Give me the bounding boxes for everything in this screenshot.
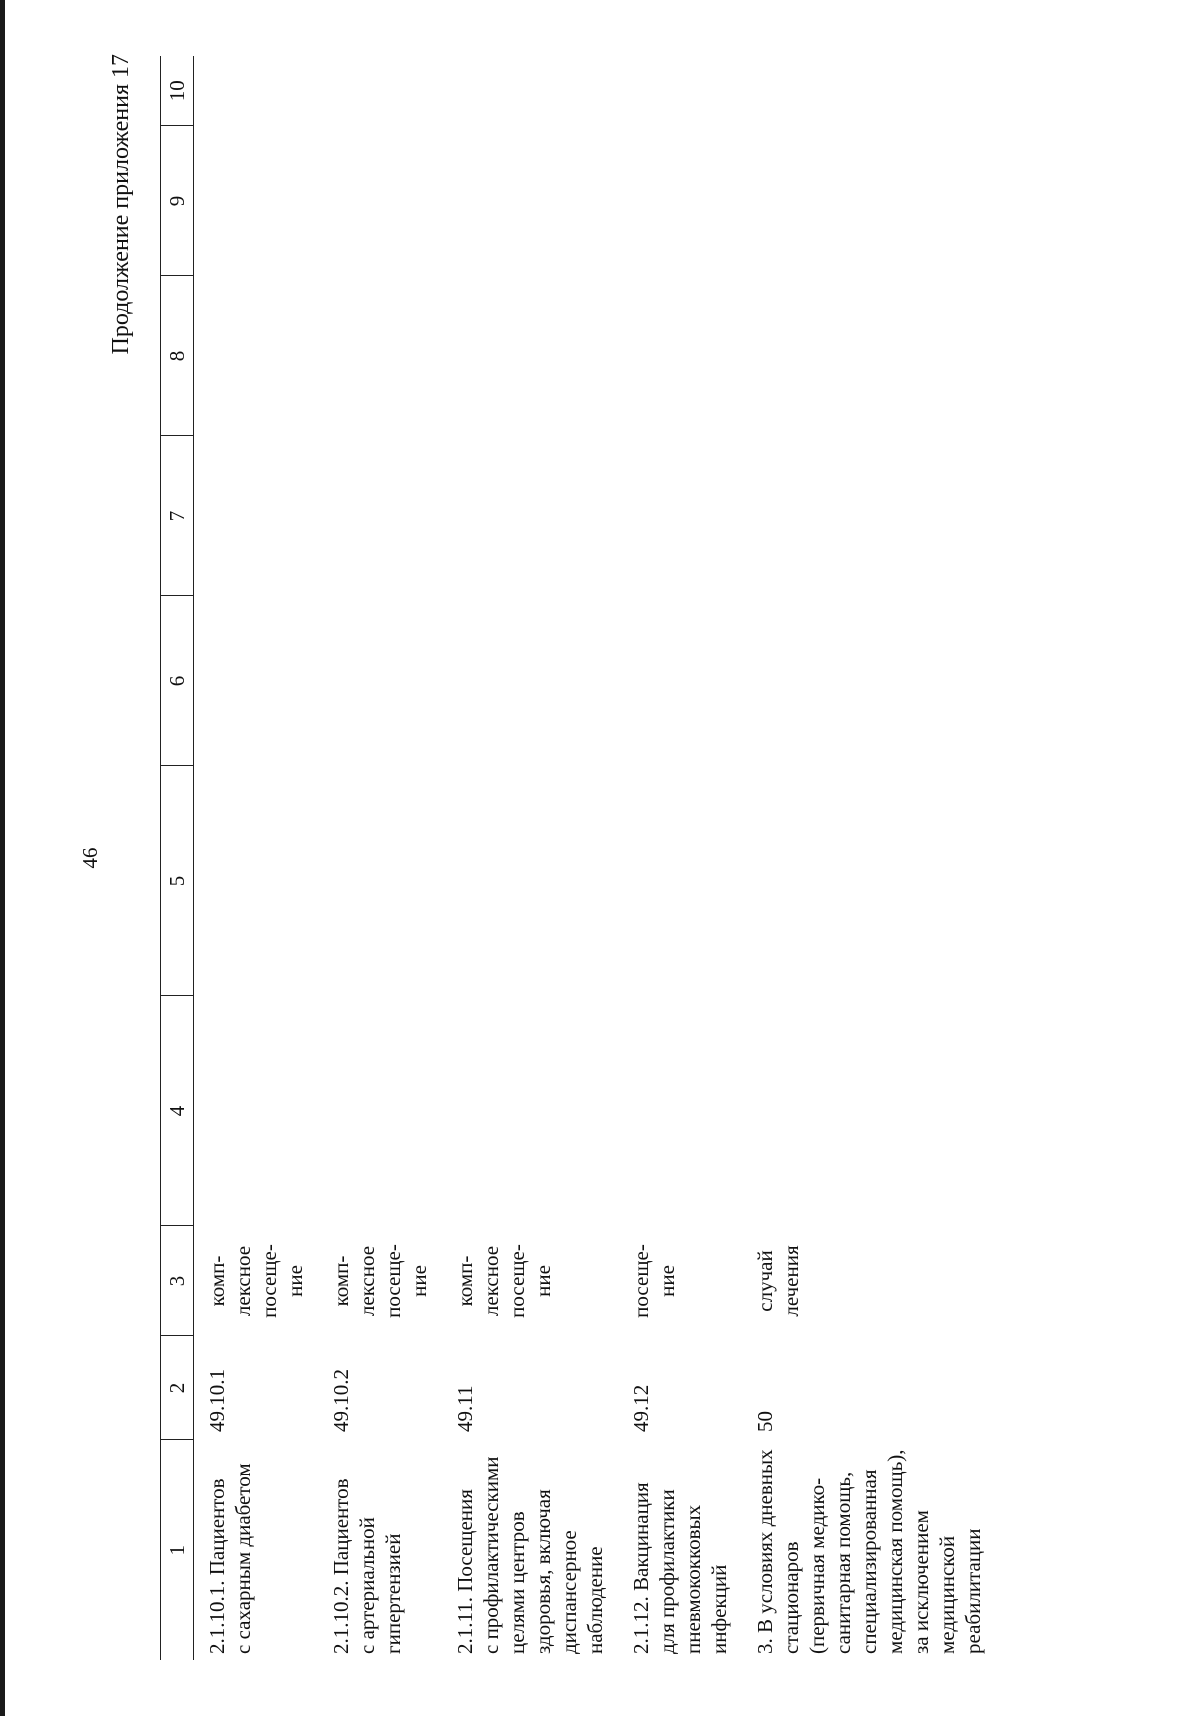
row-code: 49.12 [629, 1384, 653, 1432]
table-row [752, 56, 1006, 1660]
row-name: 2.1.12. Вакцинация для профилактики пневмококковых инфекций [629, 1482, 731, 1654]
table-row [628, 56, 752, 1660]
empty-cell [752, 766, 1006, 996]
empty-cell [328, 766, 452, 996]
empty-cell [628, 436, 752, 596]
row-unit: комп- лексное посеще- ние [453, 1244, 555, 1318]
row-code: 50 [753, 1411, 777, 1432]
row-unit: комп- лексное посеще- ние [329, 1244, 431, 1318]
empty-cell [328, 126, 452, 276]
empty-cell [452, 766, 628, 996]
table-row [194, 56, 329, 1660]
column-header: 5 [161, 766, 194, 996]
row-unit: посеще- ние [629, 1244, 679, 1318]
empty-cell [452, 436, 628, 596]
column-header: 6 [161, 596, 194, 766]
row-unit: случай лечения [753, 1245, 803, 1317]
column-header: 8 [161, 276, 194, 436]
empty-cell [752, 56, 1006, 126]
empty-cell [628, 996, 752, 1226]
row-code: 49.10.1 [205, 1369, 229, 1432]
empty-cell [752, 276, 1006, 436]
empty-cell [194, 596, 329, 766]
page-number: 46 [78, 847, 102, 869]
empty-cell [328, 996, 452, 1226]
table-header-row [161, 56, 194, 1660]
empty-cell [752, 996, 1006, 1226]
empty-cell [328, 276, 452, 436]
table-row [328, 56, 452, 1660]
column-header: 4 [161, 996, 194, 1226]
empty-cell [452, 276, 628, 436]
empty-cell [328, 596, 452, 766]
row-name: 2.1.11. Посещения с профилактическими целями центров здоровья, включая диспансерное наблюдение [453, 1456, 607, 1654]
empty-cell [752, 596, 1006, 766]
data-table [160, 56, 1006, 1660]
empty-cell [628, 766, 752, 996]
column-header: 2 [161, 1336, 194, 1440]
empty-cell [752, 436, 1006, 596]
empty-cell [194, 436, 329, 596]
column-header: 9 [161, 126, 194, 276]
empty-cell [628, 56, 752, 126]
empty-cell [328, 436, 452, 596]
empty-cell [628, 126, 752, 276]
column-header: 1 [161, 1440, 194, 1660]
empty-cell [328, 56, 452, 126]
empty-cell [752, 126, 1006, 276]
empty-cell [452, 56, 628, 126]
column-header: 7 [161, 436, 194, 596]
empty-cell [452, 596, 628, 766]
table-row [452, 56, 628, 1660]
empty-cell [194, 56, 329, 126]
column-header: 3 [161, 1226, 194, 1336]
row-unit: комп- лексное посеще- ние [205, 1244, 307, 1318]
empty-cell [628, 276, 752, 436]
empty-cell [452, 126, 628, 276]
empty-cell [452, 996, 628, 1226]
row-code: 49.10.2 [329, 1369, 353, 1432]
row-name: 3. В условиях дневных стационаров (первичная медико- санитарная помощь, специализированная медицинская помощь), за исключением медицинской реабилитации [753, 1449, 985, 1654]
continuation-label: Продолжение приложения 17 [108, 54, 134, 355]
row-name: 2.1.10.1. Пациентов с сахарным диабетом [205, 1463, 255, 1654]
empty-cell [194, 276, 329, 436]
empty-cell [194, 126, 329, 276]
column-header: 10 [161, 56, 194, 126]
empty-cell [194, 996, 329, 1226]
row-name: 2.1.10.2. Пациентов с артериальной гипертензией [329, 1478, 405, 1654]
empty-cell [628, 596, 752, 766]
empty-cell [194, 766, 329, 996]
row-code: 49.11 [453, 1385, 477, 1432]
